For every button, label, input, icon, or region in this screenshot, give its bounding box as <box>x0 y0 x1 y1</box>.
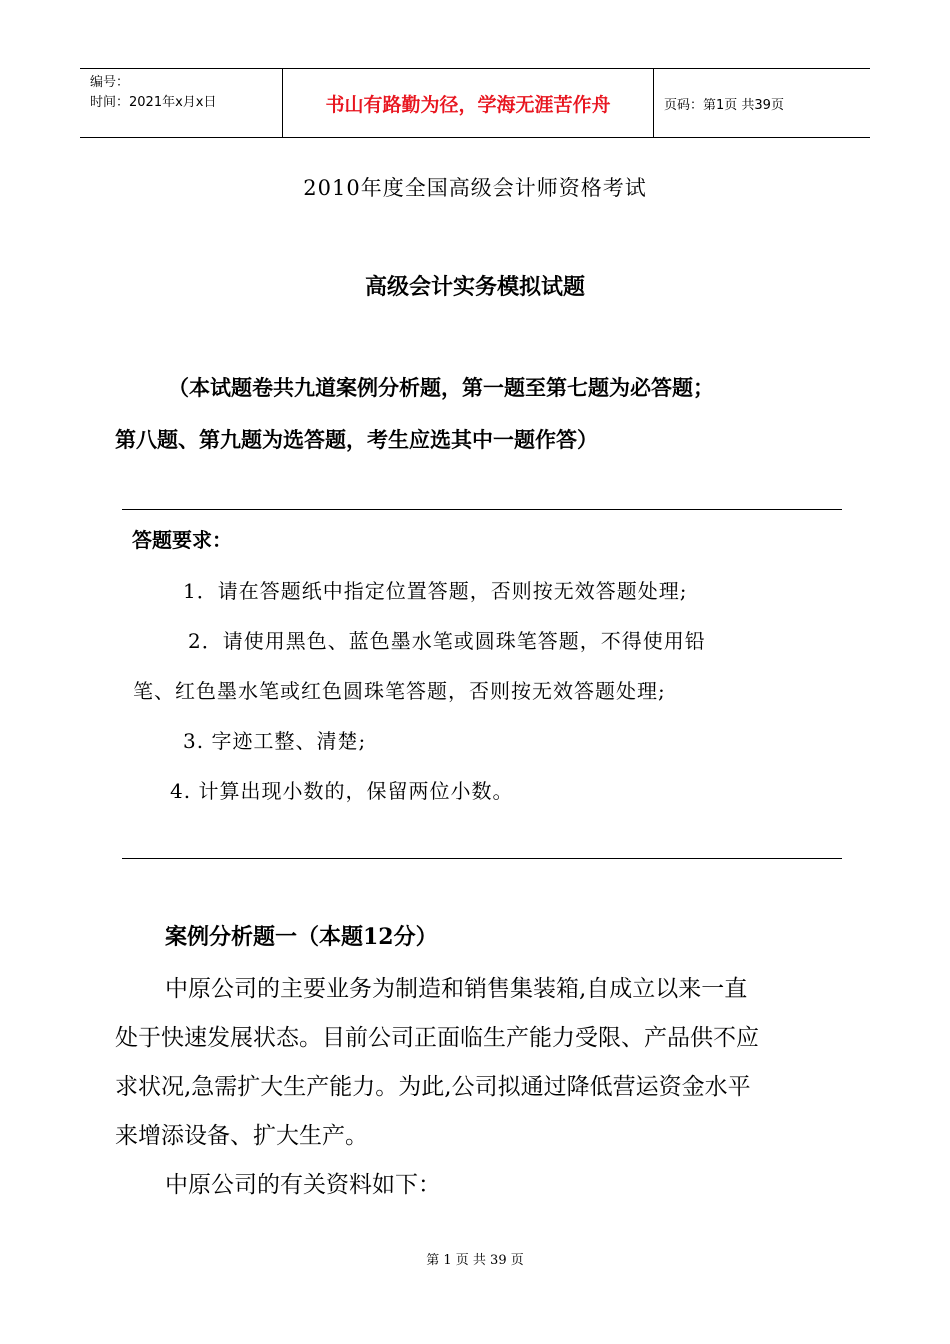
header-page-label: 页码：第1页 共39页 <box>664 97 784 113</box>
requirement-3: 3. 字迹工整、清楚; <box>183 729 367 753</box>
page-footer: 第 1 页 共 39 页 <box>426 1253 524 1268</box>
exam-title: 2010年度全国高级会计师资格考试 <box>303 176 647 200</box>
case-1-paragraph-line-3: 求状况,急需扩大生产能力。为此,公司拟通过降低营运资金水平 <box>115 1074 751 1100</box>
time-label: 时间：2021年x月x日 <box>90 95 217 110</box>
case-1-data-intro: 中原公司的有关资料如下： <box>165 1172 441 1198</box>
requirement-2-line-2: 笔、红色墨水笔或红色圆珠笔答题，否则按无效答题处理; <box>133 679 666 703</box>
divider-bottom <box>122 858 842 859</box>
requirement-1: 1．请在答题纸中指定位置答题，否则按无效答题处理; <box>183 579 688 603</box>
divider-top <box>122 509 842 510</box>
paper-title: 高级会计实务模拟试题 <box>364 275 585 300</box>
case-1-paragraph-line-1: 中原公司的主要业务为制造和销售集装箱,自成立以来一直 <box>165 976 748 1002</box>
page-header <box>80 68 870 138</box>
number-label: 编号： <box>90 75 130 90</box>
intro-line-1: （本试题卷共九道案例分析题，第一题至第七题为必答题； <box>168 376 714 400</box>
header-meta <box>80 69 282 137</box>
case-1-paragraph-line-4: 来增添设备、扩大生产。 <box>115 1123 368 1149</box>
requirements-heading: 答题要求： <box>132 528 232 552</box>
requirement-2-line-1: 2．请使用黑色、蓝色墨水笔或圆珠笔答题，不得使用铅 <box>188 629 706 653</box>
intro-line-2: 第八题、第九题为选答题，考生应选其中一题作答） <box>115 428 598 452</box>
requirement-4: 4. 计算出现小数的，保留两位小数。 <box>170 779 514 803</box>
case-1-title: 案例分析题一（本题12分） <box>165 924 438 950</box>
case-1-paragraph-line-2: 处于快速发展状态。目前公司正面临生产能力受限、产品供不应 <box>115 1025 759 1051</box>
header-motto: 书山有路勤为径，学海无涯苦作舟 <box>282 69 654 137</box>
